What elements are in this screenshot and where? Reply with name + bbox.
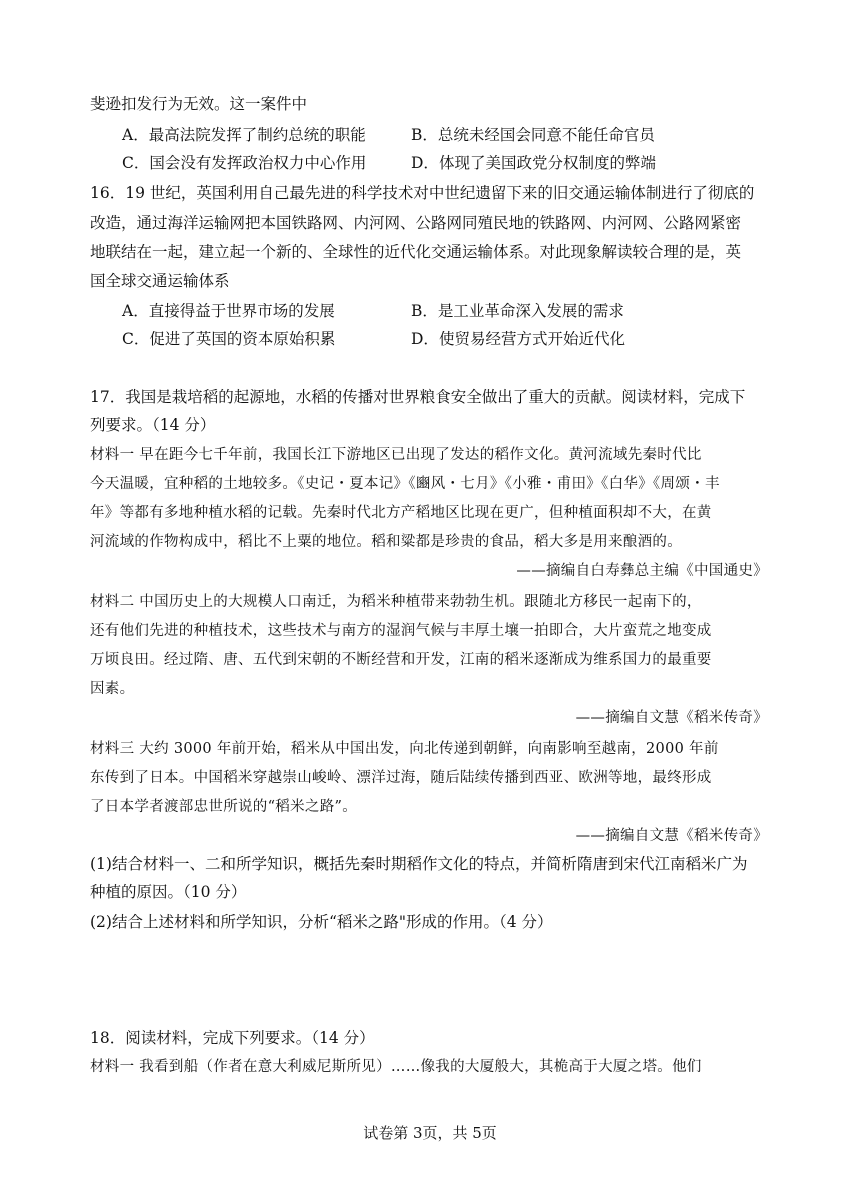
- option-label: A．: [122, 302, 149, 320]
- subquestion-1: 种植的原因。（10 分）: [90, 883, 247, 901]
- q18-material-1-line: 材料一 我看到船（作者在意大利威尼斯所见）……像我的大厦般大，其桅高于大厦之塔。他们: [90, 1059, 702, 1075]
- question-16-line: 地联结在一起，建立起一个新的、全球性的近代化交通运输体系。对此现象解读较合理的是，英: [90, 243, 742, 261]
- option-label: B．: [411, 302, 438, 320]
- option-text: 国会没有发挥政治权力中心作用: [149, 154, 367, 172]
- option-text: 总统未经国会同意不能任命官员: [437, 126, 655, 144]
- material-3-line: 材料三 大约 3000 年前开始，稻米从中国出发，向北传递到朝鲜，向南影响至越南，2000 年前: [90, 741, 719, 757]
- page-footer: 试卷第 3页，共 5页: [363, 1124, 497, 1142]
- option-text: 最高法院发挥了制约总统的职能: [148, 126, 366, 144]
- option-text: 促进了英国的资本原始积累: [149, 330, 336, 348]
- material-2-line: 还有他们先进的种植技术，这些技术与南方的湿润气候与丰厚土壤一拍即合，大片蛮荒之地变成: [90, 623, 712, 639]
- material-2-line: 万顷良田。经过隋、唐、五代到宋朝的不断经营和开发，江南的稻米逐渐成为维系国力的最重要: [90, 652, 712, 668]
- option-label: B．: [411, 126, 438, 144]
- option-label: D．: [411, 330, 439, 348]
- material-1-line: 河流域的作物构成中，稻比不上粟的地位。稻和粱都是珍贵的食品，稻大多是用来酿酒的。: [90, 534, 682, 550]
- subquestion-1: (1)结合材料一、二和所学知识，概括先秦时期稻作文化的特点，并简析隋唐到宋代江南稻米广为: [90, 855, 748, 873]
- material-2-line: 材料二 中国历史上的大规模人口南迁，为稻米种植带来勃勃生机。跟随北方移民一起南下的，: [90, 594, 702, 610]
- question-15-stem-tail: 斐逊扣发行为无效。这一案件中: [90, 95, 308, 113]
- question-16-line: 改造，通过海洋运输网把本国铁路网、内河网、公路网同殖民地的铁路网、内河网、公路网紧密: [90, 214, 742, 232]
- question-17-intro: 列要求。（14 分）: [90, 416, 216, 434]
- material-1-line: 今天温暖，宜种稻的土地较多。《史记・夏本记》《豳风・七月》《小雅・甫田》《白华》《周颂・丰: [90, 476, 720, 492]
- material-1-line: 年》等都有多地种植水稻的记载。先秦时代北方产稻地区比现在更广，但种植面积却不大，在黄: [90, 505, 712, 521]
- subquestion-2: (2)结合上述材料和所学知识，分析“稻米之路"形成的作用。（4 分）: [90, 913, 553, 931]
- option-text: 使贸易经营方式开始近代化: [438, 330, 625, 348]
- material-3-line: 了日本学者渡部忠世所说的“稻米之路”。: [90, 799, 358, 815]
- option-label: D．: [411, 154, 439, 172]
- material-2-line: 因素。: [90, 681, 135, 697]
- option-text: 直接得益于世界市场的发展: [148, 302, 335, 320]
- q16-option-d: [411, 327, 625, 349]
- question-16-line: 国全球交通运输体系: [90, 272, 230, 290]
- option-label: C．: [122, 154, 150, 172]
- option-label: C．: [122, 330, 150, 348]
- material-3-source: ——摘编自文慧《稻米传奇》: [575, 828, 768, 844]
- material-3-line: 东传到了日本。中国稻米穿越崇山峻岭、漂洋过海，随后陆续传播到西亚、欧洲等地，最终形成: [90, 770, 712, 786]
- option-label: A．: [122, 126, 149, 144]
- material-2-source: ——摘编自文慧《稻米传奇》: [575, 710, 768, 726]
- option-text: 体现了美国政党分权制度的弊端: [438, 154, 656, 172]
- q15-option-c: [122, 151, 366, 173]
- question-16-line: 16．19 世纪，英国利用自己最先进的科学技术对中世纪遗留下来的旧交通运输体制进行了彻底的: [90, 184, 755, 202]
- q15-option-a: [122, 123, 366, 145]
- q15-option-d: [411, 151, 656, 173]
- question-18-intro: 18．阅读材料，完成下列要求。（14 分）: [90, 1029, 375, 1047]
- q16-option-b: [411, 299, 624, 321]
- option-text: 是工业革命深入发展的需求: [437, 302, 624, 320]
- material-1-line: 材料一 早在距今七千年前，我国长江下游地区已出现了发达的稻作文化。黄河流域先秦时代比: [90, 447, 702, 463]
- q16-option-c: [122, 327, 335, 349]
- q15-option-b: [411, 123, 655, 145]
- q16-option-a: [122, 299, 335, 321]
- material-1-source: ——摘编自白寿彝总主编《中国通史》: [516, 563, 768, 579]
- question-17-intro: 17．我国是栽培稻的起源地，水稻的传播对世界粮食安全做出了重大的贡献。阅读材料，完成下: [90, 388, 746, 406]
